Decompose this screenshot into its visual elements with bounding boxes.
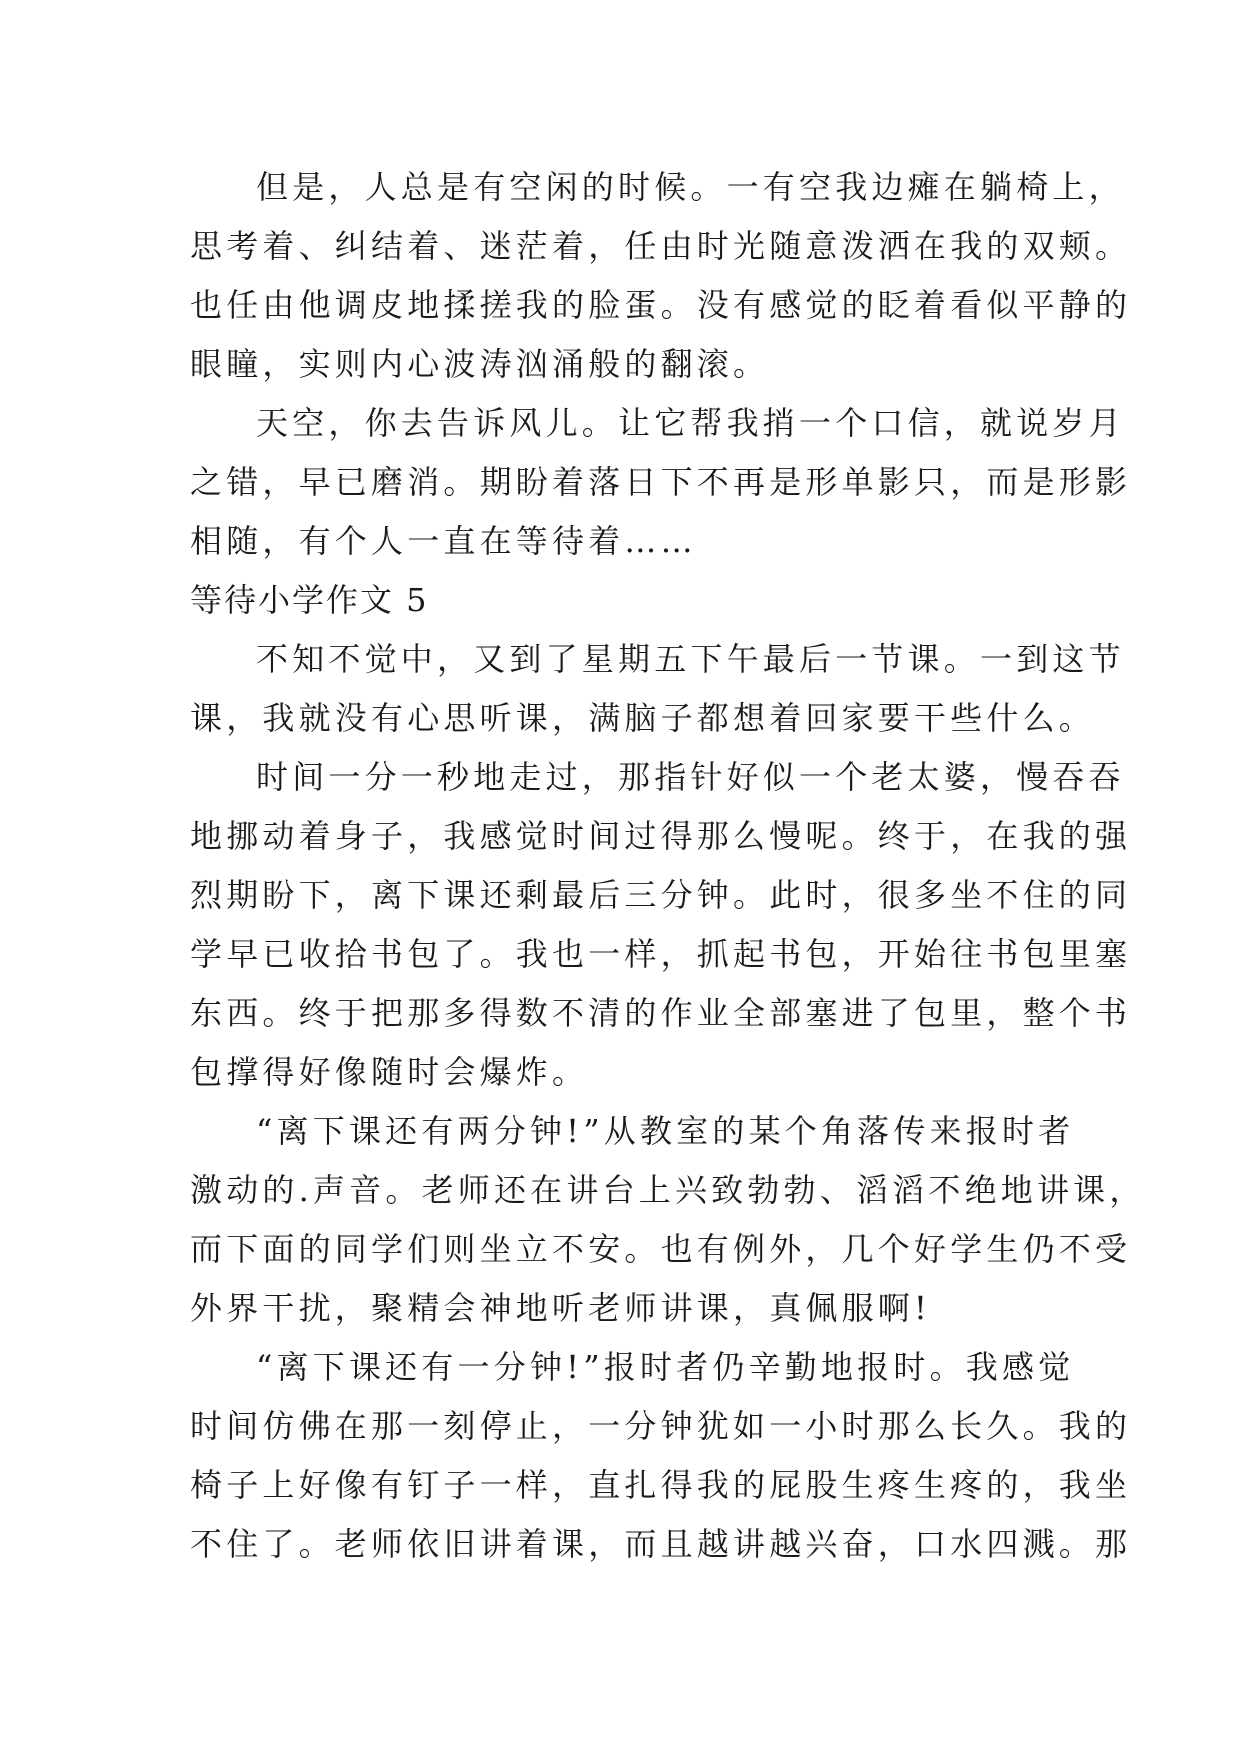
text-line: 课，我就没有心思听课，满脑子都想着回家要干些什么。 [190, 699, 1096, 737]
paragraph [190, 630, 1125, 748]
text-line: 外界干扰，聚精会神地听老师讲课，真佩服啊! [190, 1289, 932, 1327]
text-line: 相随，有个人一直在等待着…… [190, 522, 697, 560]
text-line: “离下课还有两分钟!”从教室的某个角落传来报时者 [256, 1112, 1075, 1150]
text-line: 包撑得好像随时会爆炸。 [190, 1053, 589, 1091]
text-line: “离下课还有一分钟!”报时者仍辛勤地报时。我感觉 [256, 1348, 1075, 1386]
text-line: 眼瞳，实则内心波涛汹涌般的翻滚。 [190, 345, 770, 383]
text-line: 不知不觉中，又到了星期五下午最后一节课。一到这节 [256, 640, 1125, 678]
paragraph [190, 1338, 1132, 1574]
text-line: 椅子上好像有钉子一样，直扎得我的屁股生疼生疼的，我坐 [190, 1466, 1132, 1504]
paragraph [190, 394, 1132, 571]
text-line: 学早已收拾书包了。我也一样，抓起书包，开始往书包里塞 [190, 935, 1132, 973]
paragraph [190, 158, 1132, 394]
text-line: 东西。终于把那多得数不清的作业全部塞进了包里，整个书 [190, 994, 1132, 1032]
text-line: 之错，早已磨消。期盼着落日下不再是形单影只，而是形影 [190, 463, 1132, 501]
text-line: 而下面的同学们则坐立不安。也有例外，几个好学生仍不受 [190, 1230, 1132, 1268]
document-page [190, 158, 1146, 1574]
text-line: 烈期盼下，离下课还剩最后三分钟。此时，很多坐不住的同 [190, 876, 1132, 914]
text-line: 但是，人总是有空闲的时候。一有空我边瘫在躺椅上， [256, 168, 1125, 206]
text-line: 天空，你去告诉风儿。让它帮我捎一个口信，就说岁月 [256, 404, 1125, 442]
text-line: 时间一分一秒地走过，那指针好似一个老太婆，慢吞吞 [256, 758, 1125, 796]
section-heading: 等待小学作文 5 [190, 581, 429, 619]
text-line: 也任由他调皮地揉搓我的脸蛋。没有感觉的眨着看似平静的 [190, 286, 1132, 324]
paragraph [190, 748, 1132, 1102]
text-line: 不住了。老师依旧讲着课，而且越讲越兴奋，口水四溅。那 [190, 1525, 1132, 1563]
text-line: 激动的.声音。老师还在讲台上兴致勃勃、滔滔不绝地讲课， [190, 1171, 1146, 1209]
text-line: 思考着、纠结着、迷茫着，任由时光随意泼洒在我的双颊。 [190, 227, 1132, 265]
paragraph [190, 1102, 1146, 1338]
text-line: 时间仿佛在那一刻停止，一分钟犹如一小时那么长久。我的 [190, 1407, 1132, 1445]
text-line: 地挪动着身子，我感觉时间过得那么慢呢。终于，在我的强 [190, 817, 1132, 855]
